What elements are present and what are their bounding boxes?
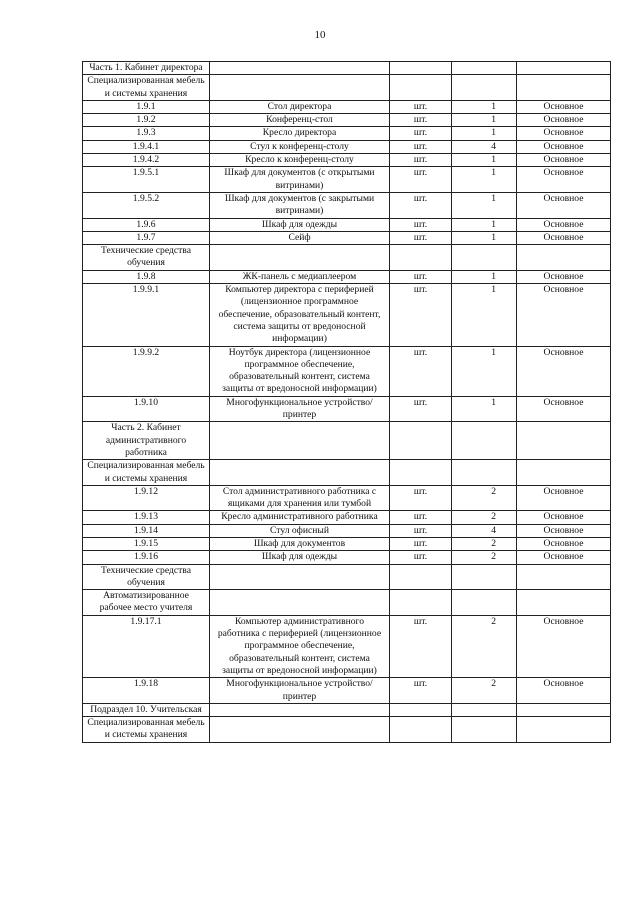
item-name-cell: Конференц-стол — [210, 114, 390, 127]
equipment-type-cell: Основное — [517, 396, 611, 422]
item-number-cell: 1.9.4.1 — [83, 140, 210, 153]
equipment-type-cell: Основное — [517, 270, 611, 283]
quantity-cell: 1 — [452, 346, 517, 396]
equipment-type-cell: Основное — [517, 678, 611, 704]
unit-cell: шт. — [390, 154, 452, 167]
section-header-row — [83, 62, 611, 75]
table-row — [83, 218, 611, 231]
table-row — [83, 524, 611, 537]
unit-cell: шт. — [390, 615, 452, 677]
item-number-cell: 1.9.6 — [83, 218, 210, 231]
equipment-type-cell: Основное — [517, 140, 611, 153]
item-name-cell: Ноутбук директора (лицензионное программное обеспечение, образовательный контент, система защиты от вредоносной информации) — [210, 346, 390, 396]
equipment-type-cell — [517, 422, 611, 460]
item-number-cell: 1.9.10 — [83, 396, 210, 422]
equipment-type-cell: Основное — [517, 524, 611, 537]
table-row — [83, 127, 611, 140]
quantity-cell: 1 — [452, 154, 517, 167]
unit-cell: шт. — [390, 127, 452, 140]
quantity-cell — [452, 564, 517, 590]
unit-cell: шт. — [390, 485, 452, 511]
table-row — [83, 396, 611, 422]
item-name-cell: Шкаф для одежды — [210, 218, 390, 231]
unit-cell: шт. — [390, 678, 452, 704]
table-row — [83, 167, 611, 193]
table-row — [83, 678, 611, 704]
equipment-type-cell: Основное — [517, 100, 611, 113]
section-header-row — [83, 245, 611, 271]
equipment-type-cell: Основное — [517, 218, 611, 231]
equipment-type-cell: Основное — [517, 346, 611, 396]
item-name-cell: Кресло административного работника — [210, 511, 390, 524]
equipment-type-cell: Основное — [517, 154, 611, 167]
item-name-cell: Шкаф для документов — [210, 537, 390, 550]
item-number-cell: 1.9.3 — [83, 127, 210, 140]
quantity-cell: 1 — [452, 167, 517, 193]
equipment-type-cell: Основное — [517, 114, 611, 127]
unit-cell — [390, 590, 452, 616]
section-header-row — [83, 422, 611, 460]
table-row — [83, 615, 611, 677]
item-name-cell — [210, 703, 390, 716]
quantity-cell — [452, 245, 517, 271]
item-name-cell: Сейф — [210, 231, 390, 244]
unit-cell — [390, 564, 452, 590]
quantity-cell: 2 — [452, 511, 517, 524]
item-number-cell: 1.9.9.2 — [83, 346, 210, 396]
unit-cell: шт. — [390, 346, 452, 396]
unit-cell — [390, 245, 452, 271]
equipment-table-body — [83, 62, 611, 743]
unit-cell: шт. — [390, 231, 452, 244]
equipment-type-cell: Основное — [517, 231, 611, 244]
equipment-type-cell: Основное — [517, 537, 611, 550]
item-name-cell — [210, 717, 390, 743]
table-row — [83, 100, 611, 113]
table-row — [83, 551, 611, 564]
equipment-type-cell: Основное — [517, 167, 611, 193]
item-name-cell: Кресло директора — [210, 127, 390, 140]
table-row — [83, 511, 611, 524]
item-number-cell: Часть 2. Кабинет административного работника — [83, 422, 210, 460]
equipment-type-cell: Основное — [517, 551, 611, 564]
unit-cell: шт. — [390, 218, 452, 231]
unit-cell: шт. — [390, 551, 452, 564]
item-name-cell: ЖК-панель с медиаплеером — [210, 270, 390, 283]
item-number-cell: Специализированная мебель и системы хранения — [83, 460, 210, 486]
table-row — [83, 154, 611, 167]
unit-cell: шт. — [390, 100, 452, 113]
table-row — [83, 114, 611, 127]
item-name-cell — [210, 590, 390, 616]
table-row — [83, 140, 611, 153]
unit-cell — [390, 62, 452, 75]
item-name-cell — [210, 245, 390, 271]
equipment-type-cell — [517, 717, 611, 743]
item-number-cell: 1.9.18 — [83, 678, 210, 704]
item-name-cell — [210, 62, 390, 75]
unit-cell — [390, 703, 452, 716]
item-number-cell: 1.9.7 — [83, 231, 210, 244]
table-row — [83, 231, 611, 244]
quantity-cell — [452, 62, 517, 75]
quantity-cell: 4 — [452, 524, 517, 537]
quantity-cell — [452, 717, 517, 743]
equipment-table — [82, 61, 611, 743]
item-number-cell: 1.9.12 — [83, 485, 210, 511]
quantity-cell: 1 — [452, 100, 517, 113]
equipment-type-cell: Основное — [517, 485, 611, 511]
unit-cell: шт. — [390, 524, 452, 537]
unit-cell — [390, 75, 452, 101]
item-name-cell — [210, 75, 390, 101]
item-name-cell: Стол директора — [210, 100, 390, 113]
table-row — [83, 346, 611, 396]
item-number-cell: Автоматизированное рабочее место учителя — [83, 590, 210, 616]
item-name-cell — [210, 564, 390, 590]
quantity-cell: 1 — [452, 192, 517, 218]
equipment-type-cell — [517, 460, 611, 486]
item-name-cell: Многофункциональное устройство/принтер — [210, 678, 390, 704]
unit-cell: шт. — [390, 192, 452, 218]
equipment-type-cell: Основное — [517, 284, 611, 346]
equipment-type-cell — [517, 62, 611, 75]
quantity-cell — [452, 75, 517, 101]
item-name-cell: Шкаф для одежды — [210, 551, 390, 564]
unit-cell: шт. — [390, 167, 452, 193]
quantity-cell: 1 — [452, 127, 517, 140]
quantity-cell: 1 — [452, 218, 517, 231]
quantity-cell: 4 — [452, 140, 517, 153]
item-number-cell: 1.9.8 — [83, 270, 210, 283]
item-name-cell: Кресло к конференц-столу — [210, 154, 390, 167]
equipment-type-cell — [517, 703, 611, 716]
equipment-type-cell: Основное — [517, 615, 611, 677]
unit-cell — [390, 460, 452, 486]
item-number-cell: Специализированная мебель и системы хранения — [83, 717, 210, 743]
equipment-type-cell: Основное — [517, 127, 611, 140]
item-number-cell: Технические средства обучения — [83, 564, 210, 590]
section-header-row — [83, 590, 611, 616]
equipment-type-cell: Основное — [517, 192, 611, 218]
item-name-cell: Стул к конференц-столу — [210, 140, 390, 153]
unit-cell — [390, 422, 452, 460]
item-number-cell: 1.9.5.1 — [83, 167, 210, 193]
item-number-cell: Технические средства обучения — [83, 245, 210, 271]
item-number-cell: 1.9.15 — [83, 537, 210, 550]
item-number-cell: 1.9.9.1 — [83, 284, 210, 346]
item-name-cell: Многофункциональное устройство/принтер — [210, 396, 390, 422]
unit-cell: шт. — [390, 140, 452, 153]
item-number-cell: 1.9.16 — [83, 551, 210, 564]
item-name-cell: Шкаф для документов (с закрытыми витринами) — [210, 192, 390, 218]
page-number: 10 — [314, 29, 326, 41]
equipment-type-cell — [517, 564, 611, 590]
table-row — [83, 270, 611, 283]
quantity-cell: 1 — [452, 396, 517, 422]
table-row — [83, 192, 611, 218]
item-name-cell: Компьютер административного работника с периферией (лицензионное программное обеспечение, образовательный контент, система защиты от вредоносной информации) — [210, 615, 390, 677]
quantity-cell — [452, 422, 517, 460]
quantity-cell: 2 — [452, 537, 517, 550]
section-header-row — [83, 460, 611, 486]
quantity-cell: 2 — [452, 678, 517, 704]
equipment-type-cell: Основное — [517, 511, 611, 524]
quantity-cell: 1 — [452, 270, 517, 283]
section-header-row — [83, 75, 611, 101]
quantity-cell: 2 — [452, 615, 517, 677]
item-number-cell: 1.9.17.1 — [83, 615, 210, 677]
quantity-cell: 1 — [452, 231, 517, 244]
table-row — [83, 485, 611, 511]
item-number-cell: Специализированная мебель и системы хранения — [83, 75, 210, 101]
section-header-row — [83, 703, 611, 716]
unit-cell: шт. — [390, 114, 452, 127]
item-number-cell: 1.9.4.2 — [83, 154, 210, 167]
item-name-cell: Шкаф для документов (с открытыми витринами) — [210, 167, 390, 193]
item-number-cell: 1.9.5.2 — [83, 192, 210, 218]
item-name-cell: Стол административного работника с ящиками для хранения или тумбой — [210, 485, 390, 511]
item-name-cell: Стул офисный — [210, 524, 390, 537]
unit-cell: шт. — [390, 396, 452, 422]
item-name-cell — [210, 460, 390, 486]
equipment-type-cell — [517, 590, 611, 616]
table-row — [83, 537, 611, 550]
equipment-type-cell — [517, 75, 611, 101]
unit-cell: шт. — [390, 284, 452, 346]
item-number-cell: 1.9.14 — [83, 524, 210, 537]
quantity-cell — [452, 590, 517, 616]
equipment-type-cell — [517, 245, 611, 271]
item-number-cell: Подраздел 10. Учительская — [83, 703, 210, 716]
quantity-cell: 2 — [452, 485, 517, 511]
quantity-cell: 1 — [452, 114, 517, 127]
section-header-row — [83, 564, 611, 590]
quantity-cell — [452, 703, 517, 716]
section-header-row — [83, 717, 611, 743]
unit-cell: шт. — [390, 511, 452, 524]
item-name-cell — [210, 422, 390, 460]
quantity-cell — [452, 460, 517, 486]
unit-cell: шт. — [390, 537, 452, 550]
item-number-cell: 1.9.13 — [83, 511, 210, 524]
table-row — [83, 284, 611, 346]
unit-cell — [390, 717, 452, 743]
quantity-cell: 1 — [452, 284, 517, 346]
item-number-cell: 1.9.2 — [83, 114, 210, 127]
item-number-cell: 1.9.1 — [83, 100, 210, 113]
item-number-cell: Часть 1. Кабинет директора — [83, 62, 210, 75]
quantity-cell: 2 — [452, 551, 517, 564]
item-name-cell: Компьютер директора с периферией (лицензионное программное обеспечение, образовательный контент, система защиты от вредоносной информации) — [210, 284, 390, 346]
unit-cell: шт. — [390, 270, 452, 283]
